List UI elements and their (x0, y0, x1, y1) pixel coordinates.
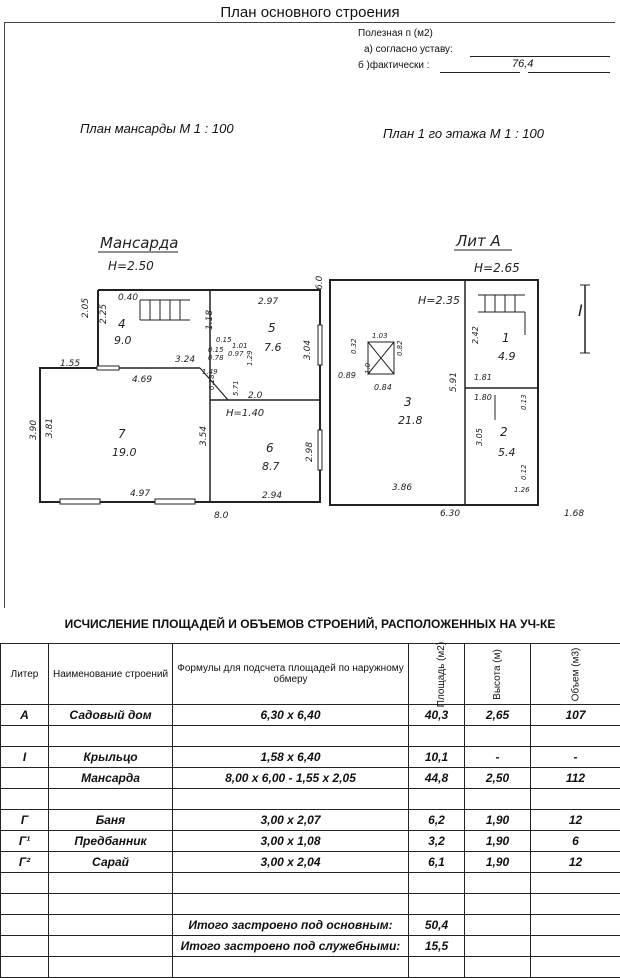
attic-plan-caption: План мансарды М 1 : 100 (80, 121, 234, 136)
row-liter (1, 768, 49, 789)
attic-dim-4.97: 4.97 (130, 489, 150, 499)
first-floor-labels (315, 232, 584, 519)
total-row (1, 915, 620, 936)
col-area: Площадь (м2) (409, 644, 465, 705)
total-service-value: 15,5 (409, 936, 465, 957)
attic-dim-2.98: 2.98 (305, 442, 315, 462)
charter-area-label: а) согласно уставу: (364, 44, 453, 55)
ff-dim-1.03: 1.03 (372, 332, 388, 340)
calculation-title: ИСЧИСЛЕНИЕ ПЛОЩАДЕЙ И ОБЪЕМОВ СТРОЕНИЙ, РАСПОЛОЖЕННЫХ НА УЧ-КЕ (0, 617, 620, 631)
row-formula: 8,00 х 6,00 - 1,55 х 2,05 (173, 768, 409, 789)
row-area: 44,8 (409, 768, 465, 789)
lit-height: H=2.65 (474, 261, 520, 275)
attic-dim-2.05: 2.05 (81, 298, 91, 318)
attic-dim-0.15a: 0.15 (216, 336, 232, 344)
ff-dim-0.84: 0.84 (374, 383, 392, 392)
attic-window-right-top (318, 325, 322, 365)
ff-dim-1.81: 1.81 (474, 373, 492, 382)
row-height: 1,90 (465, 831, 531, 852)
total-row (1, 936, 620, 957)
ff-dim-0.13: 0.13 (520, 394, 528, 410)
row-formula: 1,58 х 6,40 (173, 747, 409, 768)
room-6-number: 6 (266, 441, 274, 455)
room-7-area: 19.0 (112, 446, 137, 459)
row-height: - (465, 747, 531, 768)
room-6-area: 8.7 (262, 460, 280, 473)
ff-dim-0.32: 0.32 (350, 338, 358, 354)
room-1-area: 4.9 (498, 350, 516, 363)
calculation-table (0, 643, 620, 978)
col-height: Высота (м) (465, 644, 531, 705)
attic-name: Мансарда (100, 234, 178, 252)
ff-dim-0.82: 0.82 (396, 340, 404, 356)
table-blank-row (1, 894, 620, 915)
ff-dim-1.0: 1.0 (364, 362, 372, 374)
ff-inner-height: H=2.35 (418, 294, 460, 307)
attic-dim-1.18: 1.18 (205, 310, 215, 330)
col-formula: Формулы для подсчета площадей по наружному обмеру (173, 644, 409, 705)
col-volume: Объем (м3) (531, 644, 620, 705)
ff-dim-1.68: 1.68 (564, 509, 584, 519)
floor-plan-drawing (0, 220, 620, 520)
row-liter: I (1, 747, 49, 768)
row-liter: Г¹ (1, 831, 49, 852)
first-floor-plan (330, 280, 590, 505)
attic-dim-3.90: 3.90 (29, 420, 39, 440)
ff-dim-3.86: 3.86 (392, 483, 412, 493)
ff-stairs (478, 295, 525, 335)
row-name: Предбанник (49, 831, 173, 852)
ff-dim-1.80: 1.80 (474, 393, 492, 402)
attic-dim-2.25: 2.25 (99, 304, 109, 324)
ff-dim-3.05: 3.05 (475, 428, 484, 446)
useful-area-label: Полезная п (м2) (358, 28, 433, 39)
actual-underline-1 (440, 72, 520, 73)
attic-dim-3.24: 3.24 (175, 355, 195, 365)
ff-dim-0.89: 0.89 (338, 371, 356, 380)
row-name: Сарай (49, 852, 173, 873)
room-4-number: 4 (118, 317, 126, 331)
col-liter: Литер (1, 644, 49, 705)
row-area: 3,2 (409, 831, 465, 852)
attic-dim-1.01: 1.01 (232, 342, 248, 350)
ff-dim-0.12: 0.12 (520, 464, 528, 480)
table-blank-row (1, 789, 620, 810)
row-formula: 3,00 х 1,08 (173, 831, 409, 852)
attic-dim-0.78: 0.78 (208, 354, 224, 362)
attic-dim-2.94: 2.94 (262, 491, 282, 501)
table-header-row (1, 644, 620, 705)
actual-underline-2 (528, 72, 610, 73)
row-liter: Г² (1, 852, 49, 873)
row-liter: А (1, 705, 49, 726)
room-7-number: 7 (118, 427, 126, 441)
table-blank-row (1, 873, 620, 894)
attic-dim-1.55: 1.55 (60, 359, 80, 369)
actual-area-label: б )фактически : (358, 60, 430, 71)
attic-dim-5.71: 5.71 (232, 380, 240, 396)
row-formula: 3,00 х 2,04 (173, 852, 409, 873)
row-volume: 6 (531, 831, 620, 852)
attic-dim-3.54: 3.54 (199, 426, 209, 446)
row-name: Крыльцо (49, 747, 173, 768)
attic-dim-4.69: 4.69 (132, 375, 152, 385)
total-main-label: Итого застроено под основным: (173, 915, 409, 936)
attic-plan (40, 290, 322, 504)
table-row (1, 810, 620, 831)
row-name: Баня (49, 810, 173, 831)
ff-dim-6.0: 6.0 (315, 275, 325, 290)
attic-inner-height: H=1.40 (226, 408, 264, 419)
room-5-number: 5 (268, 321, 276, 335)
attic-window-right-bottom (318, 430, 322, 470)
row-area: 6,1 (409, 852, 465, 873)
attic-dim-8.0: 8.0 (214, 511, 229, 520)
attic-height: H=2.50 (108, 259, 154, 273)
ff-dim-6.30: 6.30 (440, 509, 460, 519)
row-name: Мансарда (49, 768, 173, 789)
ff-dim-1.26: 1.26 (514, 486, 530, 494)
attic-stairs (140, 300, 190, 320)
total-main-value: 50,4 (409, 915, 465, 936)
page-title: План основного строения (0, 4, 620, 21)
table-row (1, 852, 620, 873)
row-volume: 112 (531, 768, 620, 789)
first-floor-outline (330, 280, 538, 505)
lit-name: Лит А (455, 232, 501, 250)
table-row (1, 768, 620, 789)
row-area: 6,2 (409, 810, 465, 831)
ff-dim-2.42: 2.42 (471, 326, 480, 344)
attic-dim-1.49: 1.49 (202, 368, 218, 376)
attic-dim-3.81: 3.81 (45, 418, 55, 438)
attic-window-bottom-left (60, 499, 100, 504)
row-height: 1,90 (465, 852, 531, 873)
room-4-area: 9.0 (114, 334, 132, 347)
attic-window-mid (97, 366, 119, 370)
row-volume: 12 (531, 852, 620, 873)
row-height: 2,50 (465, 768, 531, 789)
ff-dim-5.91: 5.91 (449, 372, 459, 392)
attic-dim-3.04: 3.04 (303, 340, 313, 360)
row-area: 40,3 (409, 705, 465, 726)
charter-underline (470, 56, 610, 57)
room-3-area: 21.8 (398, 414, 423, 427)
actual-area-value: 76,4 (512, 58, 533, 70)
attic-dim-1.29: 1.29 (246, 350, 254, 366)
attic-dim-0.15b: 0.15 (208, 346, 224, 354)
row-volume: 107 (531, 705, 620, 726)
room-5-area: 7.6 (264, 341, 282, 354)
attic-dim-0.97: 0.97 (228, 350, 244, 358)
table-row (1, 747, 620, 768)
row-name: Садовый дом (49, 705, 173, 726)
room-1-number: 1 (502, 331, 510, 345)
total-service-label: Итого застроено под служебными: (173, 936, 409, 957)
attic-dim-2.97: 2.97 (258, 297, 278, 307)
table-blank-row (1, 726, 620, 747)
attic-dim-2.0: 2.0 (248, 391, 263, 401)
row-formula: 6,30 х 6,40 (173, 705, 409, 726)
row-volume: - (531, 747, 620, 768)
room-2-number: 2 (500, 425, 508, 439)
row-liter: Г (1, 810, 49, 831)
table-row (1, 831, 620, 852)
first-floor-plan-caption: План 1 го этажа М 1 : 100 (383, 126, 544, 141)
attic-labels (29, 234, 315, 520)
attic-window-bottom-mid (155, 499, 195, 504)
col-name: Наименование строений (49, 644, 173, 705)
porch-label: I (578, 301, 583, 320)
room-2-area: 5.4 (498, 446, 516, 459)
attic-dim-0.40: 0.40 (118, 293, 138, 303)
attic-dim-0.18: 0.18 (208, 374, 216, 390)
row-height: 2,65 (465, 705, 531, 726)
row-height: 1,90 (465, 810, 531, 831)
room-3-number: 3 (404, 395, 412, 409)
row-area: 10,1 (409, 747, 465, 768)
row-volume: 12 (531, 810, 620, 831)
row-formula: 3,00 х 2,07 (173, 810, 409, 831)
table-row (1, 705, 620, 726)
